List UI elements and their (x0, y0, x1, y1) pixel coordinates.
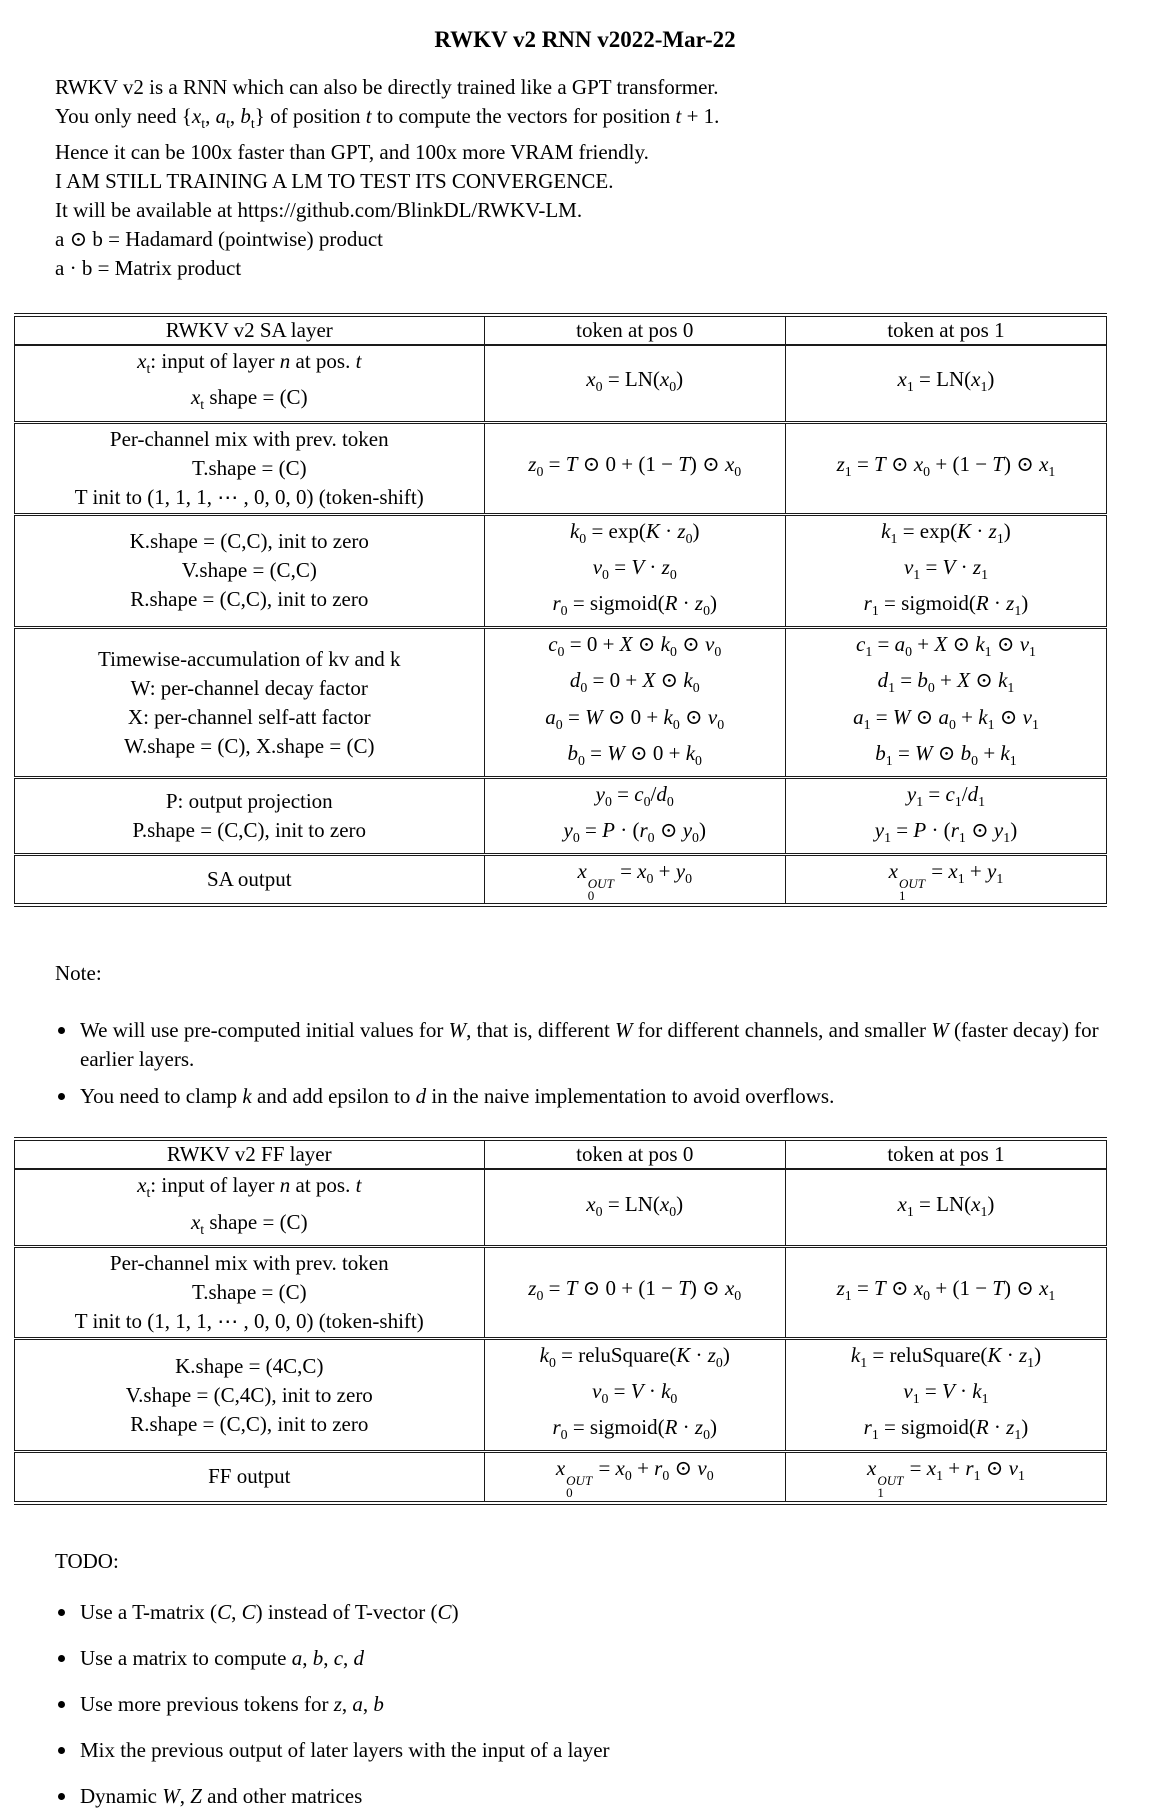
formula-line: $y_1 = P \cdot (r_1$ ⊙ $y_1$) (874, 818, 1018, 846)
formula-line: x OUT 1 = $x_1 + r_1$ ⊙ $v_1$ (867, 1456, 1025, 1501)
note-bullet-text: You need to clamp k and add epsilon to d in the naive implementation to avoid overflows. (80, 1084, 835, 1109)
cell-desc (15, 1452, 485, 1503)
cell-pos1 (785, 855, 1106, 906)
sa-row-mix (15, 422, 1107, 514)
formula-line: $r_0$ = sigmoid(R · $z_0$) (552, 1415, 718, 1443)
desc-line: T init to (1, 1, 1, ⋯ , 0, 0, 0) (token-shift) (74, 1308, 424, 1333)
desc-line: V.shape = (C,4C), init to zero (125, 1382, 373, 1407)
desc-line: FF output (208, 1464, 291, 1489)
todo-heading: TODO: (55, 1548, 119, 1573)
todo-bullet-text: Use a T-matrix (C, C) instead of T-vector (C) (80, 1599, 459, 1624)
ff-row-input (15, 1169, 1107, 1246)
desc-line: W: per-channel decay factor (130, 675, 368, 700)
desc-line: $x_t$: input of layer n at pos. t (137, 1173, 362, 1201)
cell-desc (15, 628, 485, 778)
cell-pos1 (785, 1338, 1106, 1452)
cell-pos1 (785, 514, 1106, 628)
desc-line: V.shape = (C,C) (181, 558, 317, 583)
bullet-dot-icon (58, 1027, 65, 1034)
cell-pos0 (484, 422, 785, 514)
todo-bullet-text: Use a matrix to compute a, b, c, d (80, 1645, 365, 1670)
cell-pos1 (785, 422, 1106, 514)
desc-line: P.shape = (C,C), init to zero (132, 818, 367, 843)
cell-desc (15, 514, 485, 628)
desc-line: R.shape = (C,C), init to zero (130, 587, 369, 612)
cell-desc (15, 422, 485, 514)
todo-bullet (80, 1690, 1100, 1719)
cell-pos0 (484, 1169, 785, 1246)
bullet-dot-icon (58, 1793, 65, 1800)
formula-line: $r_0$ = sigmoid(R · $z_0$) (552, 590, 718, 619)
bullet-dot-icon (58, 1747, 65, 1754)
sa-row-accum (15, 628, 1107, 778)
todo-bullet (80, 1782, 1100, 1811)
cell-desc (15, 1338, 485, 1452)
desc-line: T init to (1, 1, 1, ⋯ , 0, 0, 0) (token-shift) (74, 484, 424, 509)
sa-row-proj (15, 777, 1107, 854)
desc-line: SA output (206, 867, 292, 892)
bullet-dot-icon (58, 1655, 65, 1662)
intro-paragraph (55, 73, 1170, 283)
desc-line: R.shape = (C,C), init to zero (130, 1411, 369, 1436)
desc-line: K.shape = (C,C), init to zero (129, 529, 369, 554)
todo-bullet (80, 1598, 1100, 1627)
formula-line: x OUT 0 = $x_0 + r_0$ ⊙ $v_0$ (555, 1456, 714, 1501)
cell-pos1 (785, 628, 1106, 778)
formula-line: $c_1 = a_0 + X$ ⊙ $k_1$ ⊙ $v_1$ (855, 632, 1036, 660)
cell-pos0 (484, 1452, 785, 1503)
bullet-dot-icon (58, 1093, 65, 1100)
formula-line: $x_0 = LN(x_0)$ (586, 1191, 684, 1219)
formula-line: $z_0 = T$ ⊙ 0 + (1 − T) ⊙ $x_0$ (528, 1276, 742, 1304)
intro-line github-url-line: It will be available at https://github.com/BlinkDL/RWKV-LM. (55, 198, 583, 223)
note-bullet (80, 1016, 1100, 1074)
intro-line matrix-product-definition: a · b = Matrix product (55, 256, 242, 281)
desc-line: W.shape = (C), X.shape = (C) (124, 733, 375, 758)
formula-line: $z_0 = T$ ⊙ 0 + (1 − T) ⊙ $x_0$ (528, 451, 742, 480)
cell-pos0 (484, 855, 785, 906)
sa-header-pos1: token at pos 1 (785, 315, 1106, 345)
cell-pos0 (484, 514, 785, 628)
sa-header-row (15, 315, 1107, 345)
desc-line: $x_t$ shape = (C) (190, 1209, 308, 1237)
desc-line: $x_t$ shape = (C) (190, 385, 308, 413)
todo-bullet-text: Dynamic W, Z and other matrices (80, 1783, 363, 1808)
formula-line: $y_0 = P \cdot (r_0$ ⊙ $y_0$) (563, 818, 706, 846)
formula-line: $k_0$ = reluSquare(K · $z_0$) (539, 1342, 730, 1370)
formula-line: $x_1 = LN(x_1)$ (897, 367, 995, 395)
todo-bullet-text: Mix the previous output of later layers with the input of a layer (80, 1737, 610, 1762)
formula-line: $y_0 = c_0/d_0$ (595, 781, 674, 810)
cell-pos1 (785, 1169, 1106, 1246)
formula-line: $r_1$ = sigmoid(R · $z_1$) (863, 590, 1029, 619)
formula-line: $b_0 = W$ ⊙ $0 + k_0$ (567, 740, 702, 768)
formula-line: $x_1 = LN(x_1)$ (897, 1191, 995, 1219)
ff-row-mix (15, 1246, 1107, 1338)
desc-line: $x_t$: input of layer n at pos. t (137, 349, 362, 377)
desc-line: P: output projection (165, 789, 333, 814)
ff-header-layer: RWKV v2 FF layer (166, 1142, 332, 1167)
formula-line: $k_0 = \exp(K \cdot z_0)$ (569, 518, 700, 546)
formula-line: $k_1 = \exp(K \cdot z_1)$ (881, 518, 1011, 546)
intro-line hadamard-definition: a ⊙ b = Hadamard (pointwise) product (55, 227, 384, 252)
formula-line: $v_1 = V \cdot z_1$ (903, 554, 988, 582)
cell-pos0 (484, 1246, 785, 1338)
bullet-dot-icon (58, 1609, 65, 1616)
cell-pos1 (785, 345, 1106, 422)
cell-desc (15, 1246, 485, 1338)
sa-row-input (15, 345, 1107, 422)
desc-line: Timewise-accumulation of kv and k (98, 646, 401, 671)
formula-line: $c_0 = 0 + X$ ⊙ $k_0$ ⊙ $v_0$ (548, 632, 722, 660)
formula-line: $r_1$ = sigmoid(R · $z_1$) (863, 1415, 1029, 1443)
formula-line: $d_0 = 0 + X$ ⊙ $k_0$ (569, 668, 700, 696)
note-heading: Note: (55, 961, 102, 986)
note-bullets (0, 1016, 1170, 1111)
desc-line: X: per-channel self-att factor (127, 704, 371, 729)
sa-table (14, 313, 1107, 907)
bullet-dot-icon (58, 1701, 65, 1708)
cell-pos1 (785, 777, 1106, 854)
cell-desc (15, 345, 485, 422)
formula-line: $y_1 = c_1/d_1$ (906, 781, 986, 810)
formula-line: $d_1 = b_0 + X$ ⊙ $k_1$ (877, 668, 1015, 696)
cell-pos1 (785, 1452, 1106, 1503)
cell-desc (15, 855, 485, 906)
sa-header-layer: RWKV v2 SA layer (165, 318, 333, 343)
formula-line: x OUT 1 = $x_1 + y_1$ (888, 859, 1004, 904)
cell-desc (15, 777, 485, 854)
cell-pos0 (484, 777, 785, 854)
formula-line: $z_1 = T$ ⊙ $x_0 + (1 - T)$ ⊙ $x_1$ (836, 1276, 1056, 1304)
todo-bullet (80, 1736, 1100, 1765)
todo-bullet (80, 1644, 1100, 1673)
formula-line: $b_1 = W$ ⊙ $b_0 + k_1$ (875, 740, 1017, 768)
formula-line: $v_0 = V \cdot k_0$ (592, 1378, 678, 1407)
ff-row-output (15, 1452, 1107, 1503)
todo-bullet-text: Use more previous tokens for z, a, b (80, 1691, 384, 1716)
cell-pos1 (785, 1246, 1106, 1338)
ff-row-kvr (15, 1338, 1107, 1452)
sa-header-pos0: token at pos 0 (484, 315, 785, 345)
intro-line: RWKV v2 is a RNN which can also be directly trained like a GPT transformer. (55, 75, 719, 99)
ff-table (14, 1137, 1107, 1504)
note-bullet (80, 1082, 1100, 1111)
intro-line: Hence it can be 100x faster than GPT, and 100x more VRAM friendly. (55, 140, 649, 165)
intro-line: I AM STILL TRAINING A LM TO TEST ITS CONVERGENCE. (55, 169, 614, 194)
sa-row-kvr (15, 514, 1107, 628)
formula-line: $a_0 = W$ ⊙ $0 + k_0$ ⊙ $v_0$ (545, 704, 725, 732)
desc-line: T.shape = (C) (191, 455, 307, 480)
cell-pos0 (484, 628, 785, 778)
cell-desc (15, 1169, 485, 1246)
desc-line: K.shape = (4C,C) (175, 1353, 324, 1378)
note-bullet-text: We will use pre-computed initial values for W, that is, different W for different channels, and smaller W (faster decay) for earlier layers. (80, 1018, 1099, 1072)
ff-header-pos0: token at pos 0 (484, 1139, 785, 1169)
formula-line: $k_1$ = reluSquare(K · $z_1$) (850, 1342, 1042, 1370)
formula-line: $v_0 = V \cdot z_0$ (592, 554, 677, 582)
cell-pos0 (484, 345, 785, 422)
formula-line: $x_0 = LN(x_0)$ (586, 367, 684, 395)
desc-line: T.shape = (C) (191, 1279, 307, 1304)
desc-line: Per-channel mix with prev. token (109, 1250, 389, 1275)
formula-line: $a_1 = W$ ⊙ $a_0 + k_1$ ⊙ $v_1$ (853, 704, 1039, 732)
formula-line: x OUT 0 = $x_0 + y_0$ (577, 859, 693, 904)
cell-pos0 (484, 1338, 785, 1452)
desc-line: Per-channel mix with prev. token (109, 426, 389, 451)
formula-line: $v_1 = V \cdot k_1$ (903, 1378, 989, 1407)
ff-header-row (15, 1139, 1107, 1169)
page-title: RWKV v2 RNN v2022-Mar-22 (434, 27, 736, 52)
intro-line: You only need {$x_t$, $a_t$, $b_t$} of position t to compute the vectors for position t + 1. (55, 104, 720, 132)
formula-line: $z_1 = T$ ⊙ $x_0 + (1 - T)$ ⊙ $x_1$ (836, 451, 1056, 480)
sa-row-output (15, 855, 1107, 906)
ff-header-pos1: token at pos 1 (785, 1139, 1106, 1169)
todo-bullets (0, 1598, 1170, 1811)
